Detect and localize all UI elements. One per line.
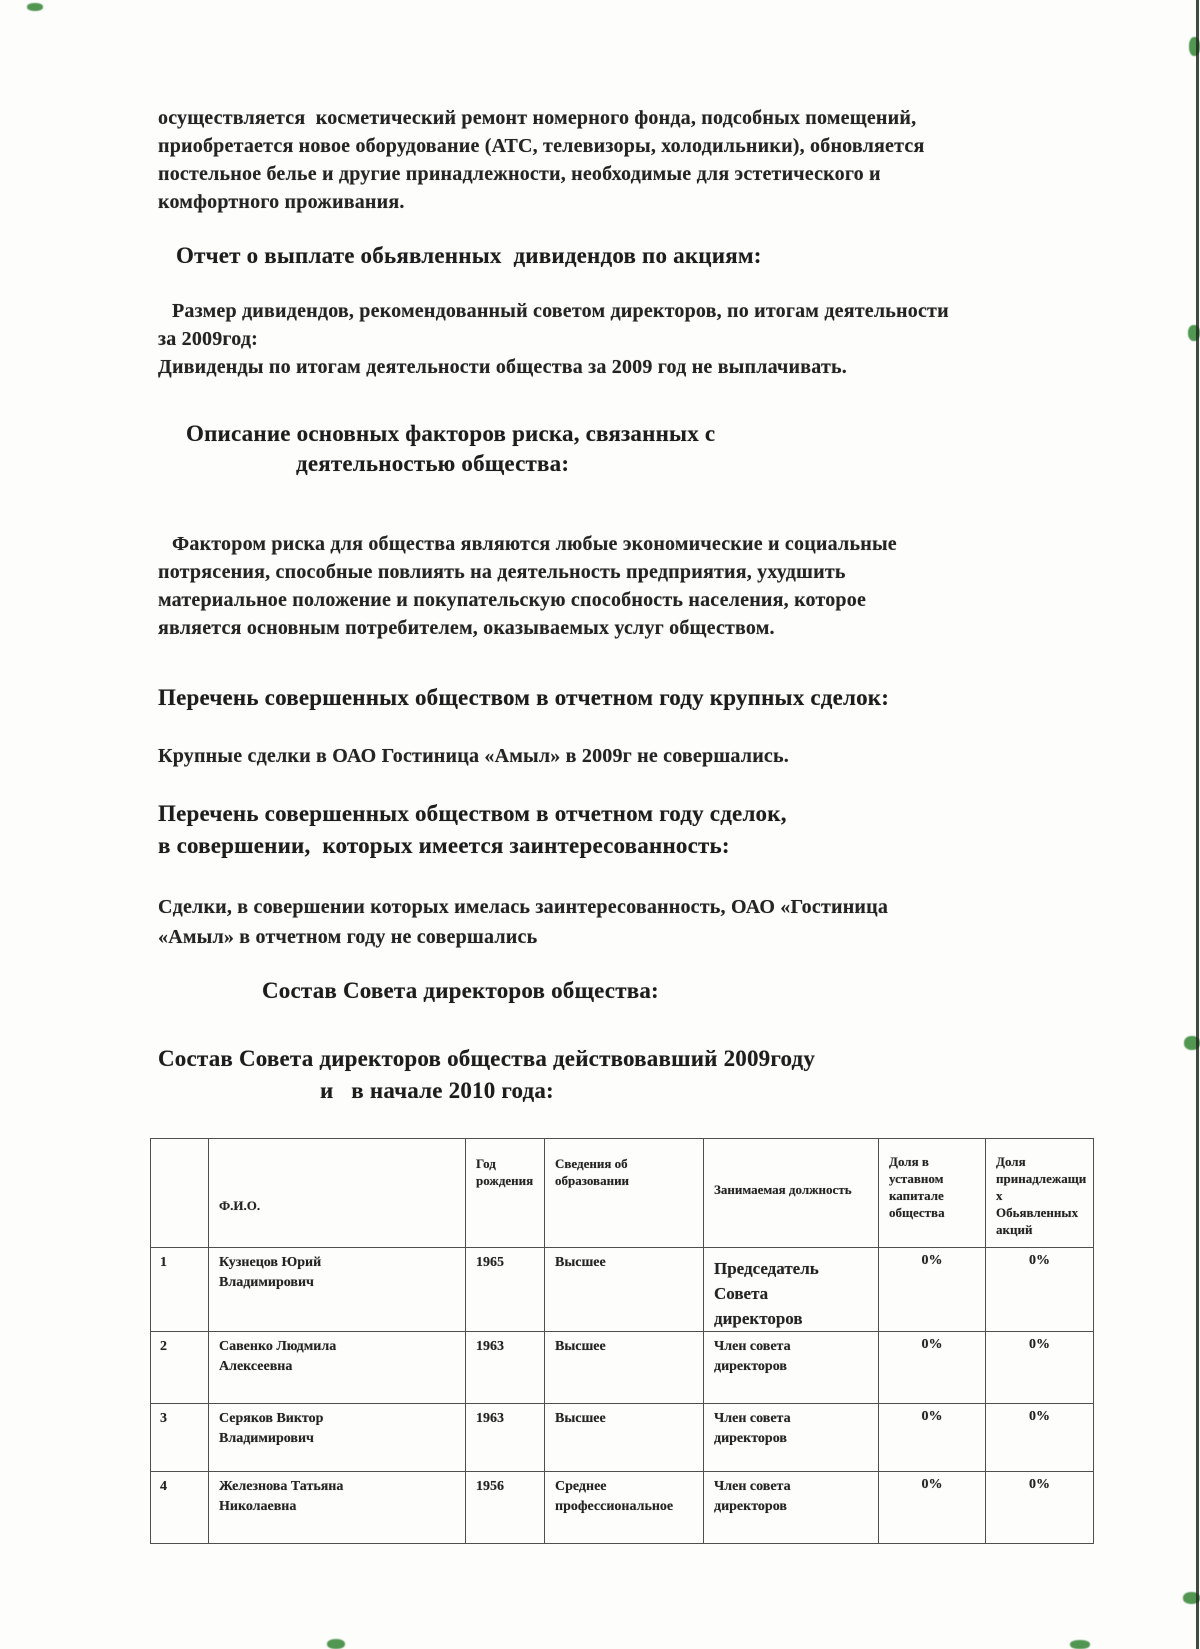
- col-header-name: Ф.И.О.: [209, 1139, 466, 1248]
- intro-paragraph: [158, 104, 925, 216]
- col-header-education: Сведения об образовании: [545, 1139, 704, 1248]
- cell-name: Железнова Татьяна Николаевна: [209, 1472, 466, 1544]
- major-deals-text: Крупные сделки в ОАО Гостиница «Амыл» в 2009г не совершались.: [158, 745, 789, 767]
- text-line: материальное положение и покупательскую способность населения, которое: [158, 589, 867, 611]
- table-row: [151, 1404, 1094, 1472]
- text-line: осуществляется косметический ремонт номерного фонда, подсобных помещений,: [158, 107, 917, 129]
- col-header-num: [151, 1139, 209, 1248]
- cell-education: Высшее: [545, 1332, 704, 1404]
- table-header-row: [151, 1139, 1094, 1248]
- risks-heading-line1: Описание основных факторов риска, связанных с: [186, 421, 716, 446]
- text-line: Сделки, в совершении которых имелась заинтересованность, ОАО «Гостиница: [158, 896, 889, 918]
- cell-num: 2: [151, 1332, 209, 1404]
- cell-position: Член совета директоров: [704, 1472, 879, 1544]
- text-line: Дивиденды по итогам деятельности общества за 2009 год не выплачивать.: [158, 356, 847, 378]
- cell-name: Кузнецов Юрий Владимирович: [209, 1248, 466, 1332]
- scanner-edge-line: [1196, 0, 1199, 1649]
- col-header-share-declared: Доля принадлежащих Обьявленных акций: [986, 1139, 1094, 1248]
- scan-artifact: [327, 1639, 345, 1649]
- interest-deals-heading: [158, 798, 787, 862]
- cell-share-capital: 0%: [879, 1472, 986, 1544]
- cell-share-capital: 0%: [879, 1332, 986, 1404]
- board-of-directors-table: [150, 1138, 1094, 1544]
- cell-position: Председатель Совета директоров: [704, 1248, 879, 1332]
- table-row: [151, 1248, 1094, 1332]
- interest-deals-paragraph: [158, 892, 888, 952]
- cell-share-declared: 0%: [986, 1332, 1094, 1404]
- board-subheading-line1: Состав Совета директоров общества действовавший 2009году: [158, 1046, 816, 1071]
- cell-birth-year: 1963: [466, 1332, 545, 1404]
- cell-position: Член совета директоров: [704, 1332, 879, 1404]
- board-subheading-line2: и в начале 2010 года:: [320, 1078, 554, 1103]
- cell-birth-year: 1965: [466, 1248, 545, 1332]
- col-header-position: Занимаемая должность: [704, 1139, 879, 1248]
- text-line: Фактором риска для общества являются любые экономические и социальные: [172, 533, 897, 555]
- text-line: постельное белье и другие принадлежности, необходимые для эстетического и: [158, 163, 881, 185]
- cell-share-declared: 0%: [986, 1248, 1094, 1332]
- cell-share-capital: 0%: [879, 1404, 986, 1472]
- text-line: Размер дивидендов, рекомендованный советом директоров, по итогам деятельности: [172, 300, 949, 322]
- cell-name: Серяков Виктор Владимирович: [209, 1404, 466, 1472]
- board-heading: Состав Совета директоров общества:: [262, 978, 659, 1003]
- cell-share-capital: 0%: [879, 1248, 986, 1332]
- col-header-birth-year: Год рождения: [466, 1139, 545, 1248]
- col-header-share-capital: Доля в уставном капитале общества: [879, 1139, 986, 1248]
- dividends-paragraph: [158, 297, 949, 381]
- text-line: за 2009год:: [158, 328, 259, 350]
- text-line: является основным потребителем, оказываемых услуг обществом.: [158, 617, 775, 639]
- cell-birth-year: 1956: [466, 1472, 545, 1544]
- cell-position: Член совета директоров: [704, 1404, 879, 1472]
- table-row: [151, 1332, 1094, 1404]
- risks-heading-line2: деятельностью общества:: [296, 451, 570, 476]
- dividends-heading: Отчет о выплате обьявленных дивидендов по акциям:: [176, 243, 762, 268]
- text-line: Перечень совершенных обществом в отчетном году сделок,: [158, 801, 787, 826]
- text-line: «Амыл» в отчетном году не совершались: [158, 926, 538, 948]
- cell-education: Высшее: [545, 1404, 704, 1472]
- scan-artifact: [27, 3, 43, 11]
- cell-education: Высшее: [545, 1248, 704, 1332]
- cell-education: Среднее профессиональное: [545, 1472, 704, 1544]
- text-line: приобретается новое оборудование (АТС, телевизоры, холодильники), обновляется: [158, 135, 925, 157]
- text-line: комфортного проживания.: [158, 191, 405, 213]
- cell-birth-year: 1963: [466, 1404, 545, 1472]
- text-line: в совершении, которых имеется заинтересованность:: [158, 833, 730, 858]
- cell-name: Савенко Людмила Алексеевна: [209, 1332, 466, 1404]
- major-deals-heading: Перечень совершенных обществом в отчетном году крупных сделок:: [158, 685, 890, 710]
- cell-num: 4: [151, 1472, 209, 1544]
- scan-artifact: [1070, 1640, 1090, 1649]
- table-row: [151, 1472, 1094, 1544]
- cell-num: 3: [151, 1404, 209, 1472]
- cell-share-declared: 0%: [986, 1404, 1094, 1472]
- text-line: потрясения, способные повлиять на деятельность предприятия, ухудшить: [158, 561, 846, 583]
- cell-share-declared: 0%: [986, 1472, 1094, 1544]
- cell-num: 1: [151, 1248, 209, 1332]
- risks-paragraph: [158, 530, 897, 642]
